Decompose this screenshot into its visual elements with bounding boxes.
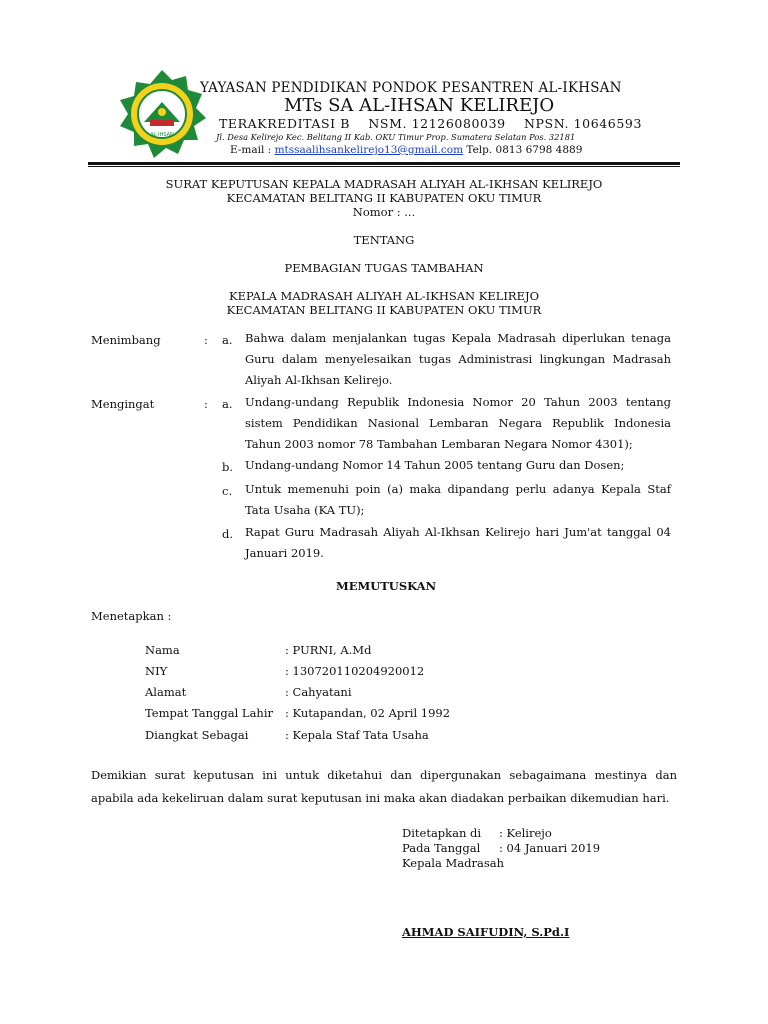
menetapkan-label: Menetapkan :: [91, 609, 172, 623]
header-divider-thin: [88, 166, 680, 167]
foundation-name: YAYASAN PENDIDIKAN PONDOK PESANTREN AL-IKHSAN: [200, 80, 622, 96]
sign-date-value: : 04 Januari 2019: [499, 841, 601, 855]
mengingat-label: Mengingat: [91, 397, 155, 411]
mengingat-a-line1: Undang-undang Republik Indonesia Nomor 20 Tahun 2003 tentang: [245, 395, 671, 409]
school-logo-icon: [116, 68, 208, 160]
accreditation-line: [219, 116, 642, 131]
signatory-name: AHMAD SAIFUDIN, S.Pd.I: [402, 925, 570, 939]
closing-line2: apabila ada kekeliruan dalam surat keputusan ini maka akan diadakan perbaikan dikemudian hari.: [91, 791, 670, 805]
accreditation: TERAKREDITASI B: [219, 116, 351, 131]
header-divider-thick: [88, 162, 680, 165]
menimbang-a-line2: Guru dalam menyelesaikan tugas Administrasi lingkungan Madrasah: [245, 352, 671, 366]
person-value-niy: : 130720110204920012: [285, 664, 425, 678]
sign-place-value: : Kelirejo: [499, 826, 552, 840]
sign-place-label: Ditetapkan di: [402, 826, 482, 840]
sign-date-label: Pada Tanggal: [402, 841, 481, 855]
mengingat-d-marker: d.: [222, 527, 234, 541]
person-value-ttl: : Kutapandan, 02 April 1992: [285, 706, 451, 720]
closing-line1: Demikian surat keputusan ini untuk diketahui dan dipergunakan sebagaimana mestinya dan: [91, 768, 677, 782]
mengingat-b-marker: b.: [222, 460, 234, 474]
person-label-ttl: Tempat Tanggal Lahir: [145, 706, 274, 720]
phone: Telp. 0813 6798 4889: [466, 144, 583, 156]
mengingat-d-line1: Rapat Guru Madrasah Aliyah Al-Ikhsan Kelirejo hari Jum'at tanggal 04: [245, 525, 671, 539]
person-value-nama: : PURNI, A.Md: [285, 643, 372, 657]
menimbang-colon: :: [204, 333, 208, 347]
mengingat-a-line2: sistem Pendidikan Nasional Lembaran Negara Republik Indonesia: [245, 416, 671, 430]
mengingat-c-marker: c.: [222, 484, 233, 498]
logo-text: AL-IHSAN: [150, 132, 174, 138]
person-label-nama: Nama: [145, 643, 180, 657]
nsm: NSM. 12126080039: [368, 116, 506, 131]
school-address: Jl. Desa Kelirejo Kec. Belitang II Kab. OKU Timur Prop. Sumatera Selatan Pos. 32181: [216, 132, 576, 142]
issuer-line1: KEPALA MADRASAH ALIYAH AL-IKHSAN KELIREJO: [228, 289, 540, 303]
mengingat-a-marker: a.: [222, 397, 233, 411]
mengingat-c-line2: Tata Usaha (KA TU);: [245, 503, 365, 517]
decree-subject: PEMBAGIAN TUGAS TAMBAHAN: [284, 261, 484, 275]
contact-line: [230, 144, 582, 156]
mengingat-a-line3: Tahun 2003 nomor 78 Tambahan Lembaran Negara Nomor 4301);: [245, 437, 633, 451]
menimbang-a-line1: Bahwa dalam menjalankan tugas Kepala Madrasah diperlukan tenaga: [245, 331, 671, 345]
menimbang-a-line3: Aliyah Al-Ikhsan Kelirejo.: [245, 373, 393, 387]
menimbang-label: Menimbang: [91, 333, 161, 347]
issuer-line2: KECAMATAN BELITANG II KABUPATEN OKU TIMUR: [226, 303, 542, 317]
person-label-alamat: Alamat: [145, 685, 187, 699]
decree-title-line1: SURAT KEPUTUSAN KEPALA MADRASAH ALIYAH AL-IKHSAN KELIREJO: [165, 177, 603, 191]
about-heading: TENTANG: [353, 233, 415, 247]
decree-title-line2: KECAMATAN BELITANG II KABUPATEN OKU TIMUR: [226, 191, 542, 205]
person-label-position: Diangkat Sebagai: [145, 728, 249, 742]
email-link[interactable]: mtssaalihsankelirejo13@gmail.com: [274, 144, 464, 156]
npsn: NPSN. 10646593: [524, 116, 643, 131]
school-name: MTs SA AL-IHSAN KELIREJO: [284, 95, 555, 116]
person-value-position: : Kepala Staf Tata Usaha: [285, 728, 429, 742]
menimbang-a-marker: a.: [222, 333, 233, 347]
mengingat-b-line1: Undang-undang Nomor 14 Tahun 2005 tentang Guru dan Dosen;: [245, 458, 625, 472]
decree-number: Nomor : ...: [352, 205, 416, 219]
person-label-niy: NIY: [145, 664, 168, 678]
email-label: E-mail :: [230, 144, 272, 156]
sign-position: Kepala Madrasah: [402, 856, 505, 870]
mengingat-colon: :: [204, 397, 208, 411]
mengingat-d-line2: Januari 2019.: [245, 546, 324, 560]
person-value-alamat: : Cahyatani: [285, 685, 352, 699]
mengingat-c-line1: Untuk memenuhi poin (a) maka dipandang perlu adanya Kepala Staf: [245, 482, 671, 496]
decision-heading: MEMUTUSKAN: [336, 579, 437, 593]
